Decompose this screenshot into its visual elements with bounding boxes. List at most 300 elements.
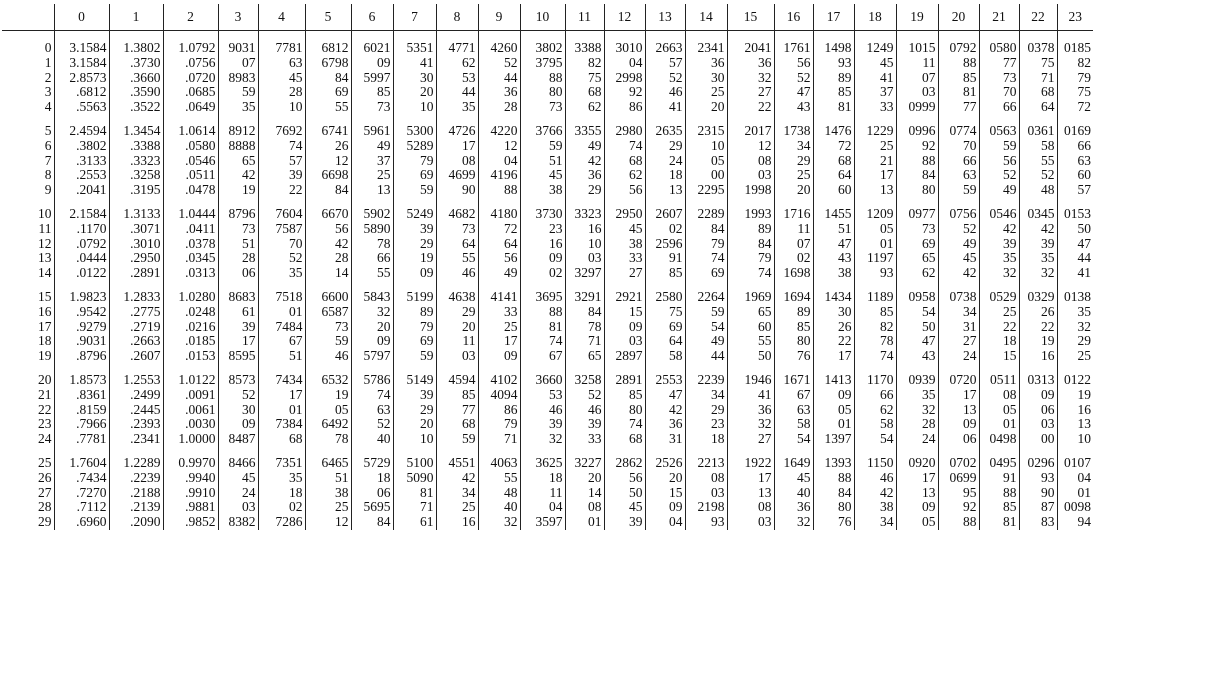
table-cell: 25 [979, 305, 1019, 320]
table-cell: 3695 [520, 290, 565, 305]
table-cell: 0529 [979, 290, 1019, 305]
table-cell: 3.1584 [54, 41, 109, 56]
table-row [2, 207, 1093, 222]
table-cell: 5902 [351, 207, 393, 222]
table-cell: 74 [604, 139, 645, 154]
table-cell: 01 [979, 417, 1019, 432]
table-cell: 85 [604, 388, 645, 403]
spacer-cell [520, 364, 565, 373]
table-cell: 71 [393, 500, 436, 515]
row-spacer [2, 198, 1093, 207]
table-cell: .0061 [163, 403, 218, 418]
table-row [2, 154, 1093, 169]
table-cell: 64 [645, 334, 685, 349]
table-cell: .7966 [54, 417, 109, 432]
spacer-cell [109, 281, 163, 290]
table-cell: 5797 [351, 349, 393, 364]
table-cell: 78 [854, 334, 896, 349]
spacer-cell [2, 198, 54, 207]
table-cell: 8888 [218, 139, 258, 154]
table-cell: 16 [520, 237, 565, 252]
table-cell: 2239 [685, 373, 727, 388]
table-cell: 82 [565, 56, 604, 71]
spacer-cell [478, 31, 520, 42]
table-cell: 1.0444 [163, 207, 218, 222]
table-cell: 53 [520, 388, 565, 403]
table-cell: 32 [1019, 266, 1057, 281]
row-label: 22 [38, 402, 52, 417]
table-row [2, 486, 1093, 501]
table-cell: 0107 [1057, 456, 1093, 471]
spacer-cell [54, 281, 109, 290]
table-cell: 59 [979, 139, 1019, 154]
row-label: 13 [38, 251, 52, 266]
table-cell: 52 [1019, 168, 1057, 183]
table-cell: 42 [218, 168, 258, 183]
table-cell: 03 [727, 515, 774, 530]
row-spacer [2, 31, 1093, 42]
table-cell: 82 [854, 320, 896, 335]
table-cell: 45 [938, 251, 979, 266]
table-cell: 51 [305, 471, 351, 486]
table-cell: 02 [645, 222, 685, 237]
table-cell: 03 [727, 168, 774, 183]
table-cell: 1716 [774, 207, 813, 222]
table-cell: 1.3454 [109, 124, 163, 139]
table-cell: 73 [218, 222, 258, 237]
spacer-cell [979, 364, 1019, 373]
table-cell: 66 [1057, 139, 1093, 154]
table-cell: 39 [393, 388, 436, 403]
table-row [2, 349, 1093, 364]
row-label: 20 [38, 372, 52, 387]
column-header: 9 [478, 4, 520, 31]
table-cell: 20 [774, 183, 813, 198]
spacer-cell [565, 115, 604, 124]
spacer-cell [163, 198, 218, 207]
table-cell: 08 [565, 500, 604, 515]
table-cell: 5149 [393, 373, 436, 388]
column-header: 4 [258, 4, 305, 31]
table-cell: 61 [218, 305, 258, 320]
spacer-cell [109, 364, 163, 373]
table-cell: 0296 [1019, 456, 1057, 471]
table-cell: 32 [727, 71, 774, 86]
table-cell: .0153 [163, 349, 218, 364]
table-cell: .7112 [54, 500, 109, 515]
table-cell: 1397 [813, 432, 854, 447]
table-cell: 29 [393, 403, 436, 418]
table-cell: 2663 [645, 41, 685, 56]
table-cell: 0699 [938, 471, 979, 486]
table-cell: 17 [727, 471, 774, 486]
table-cell: .9542 [54, 305, 109, 320]
table-cell: 27 [727, 432, 774, 447]
table-cell: .3258 [109, 168, 163, 183]
table-cell: 16 [1019, 349, 1057, 364]
table-cell: 4551 [436, 456, 478, 471]
spacer-cell [478, 281, 520, 290]
spacer-cell [813, 364, 854, 373]
table-cell: .0720 [163, 71, 218, 86]
spacer-cell [1057, 31, 1093, 42]
table-cell: 04 [645, 515, 685, 530]
table-cell: 7692 [258, 124, 305, 139]
spacer-cell [305, 364, 351, 373]
table-cell: 28 [305, 251, 351, 266]
table-cell: 54 [854, 432, 896, 447]
table-cell: 79 [727, 251, 774, 266]
table-cell: .0248 [163, 305, 218, 320]
table-cell: .3590 [109, 85, 163, 100]
table-cell: 46 [645, 85, 685, 100]
table-cell: 37 [351, 154, 393, 169]
table-cell: 52 [565, 388, 604, 403]
table-cell: 15 [604, 305, 645, 320]
column-header: 12 [604, 4, 645, 31]
table-cell: 73 [979, 71, 1019, 86]
table-cell: 42 [645, 403, 685, 418]
table-cell: 1170 [854, 373, 896, 388]
table-cell: 1015 [896, 41, 938, 56]
table-cell: 51 [258, 349, 305, 364]
table-cell: 36 [774, 500, 813, 515]
spacer-cell [645, 364, 685, 373]
table-cell: 1413 [813, 373, 854, 388]
table-cell: .2139 [109, 500, 163, 515]
table-cell: 93 [813, 56, 854, 71]
table-cell: 85 [351, 85, 393, 100]
table-cell: 39 [979, 237, 1019, 252]
table-cell: 52 [938, 222, 979, 237]
row-label: 21 [38, 387, 52, 402]
table-cell: 31 [645, 432, 685, 447]
table-cell: 4141 [478, 290, 520, 305]
table-cell: 22 [979, 320, 1019, 335]
table-cell: 1993 [727, 207, 774, 222]
table-cell: 79 [1057, 71, 1093, 86]
table-cell: .2393 [109, 417, 163, 432]
table-cell: 18 [520, 471, 565, 486]
spacer-cell [813, 281, 854, 290]
table-cell: 58 [1019, 139, 1057, 154]
table-cell: 42 [436, 471, 478, 486]
table-cell: 3625 [520, 456, 565, 471]
table-cell: 2635 [645, 124, 685, 139]
table-cell: 9031 [218, 41, 258, 56]
table-cell: 47 [896, 334, 938, 349]
table-cell: 10 [1057, 432, 1093, 447]
table-cell: 54 [774, 432, 813, 447]
table-cell: 2921 [604, 290, 645, 305]
row-spacer [2, 281, 1093, 290]
table-cell: 65 [218, 154, 258, 169]
table-cell: 4063 [478, 456, 520, 471]
table-cell: 0999 [896, 100, 938, 115]
table-cell: 08 [979, 388, 1019, 403]
table-cell: 42 [565, 154, 604, 169]
table-cell: 78 [351, 237, 393, 252]
table-cell: 2980 [604, 124, 645, 139]
table-cell: 8683 [218, 290, 258, 305]
table-cell: 66 [979, 100, 1019, 115]
table-cell: 7286 [258, 515, 305, 530]
table-cell: 14 [305, 266, 351, 281]
table-cell: 15 [979, 349, 1019, 364]
spacer-cell [854, 447, 896, 456]
column-header: 13 [645, 4, 685, 31]
table-cell: 2198 [685, 500, 727, 515]
table-cell: 92 [938, 500, 979, 515]
table-cell: 5249 [393, 207, 436, 222]
table-row [2, 251, 1093, 266]
spacer-cell [163, 447, 218, 456]
table-cell: 94 [1057, 515, 1093, 530]
table-cell: 0098 [1057, 500, 1093, 515]
table-cell: 6465 [305, 456, 351, 471]
table-cell: 86 [604, 100, 645, 115]
table-cell: 18 [685, 432, 727, 447]
spacer-cell [305, 115, 351, 124]
table-cell: 3.1584 [54, 56, 109, 71]
table-cell: 44 [436, 85, 478, 100]
table-cell: 55 [351, 266, 393, 281]
table-cell: 47 [1057, 237, 1093, 252]
table-cell: 18 [645, 168, 685, 183]
table-cell: 09 [1019, 388, 1057, 403]
table-cell: 11 [774, 222, 813, 237]
table-cell: 7484 [258, 320, 305, 335]
column-header: 11 [565, 4, 604, 31]
table-cell: 11 [896, 56, 938, 71]
table-cell: 52 [478, 56, 520, 71]
spacer-cell [685, 31, 727, 42]
table-cell: 56 [305, 222, 351, 237]
spacer-cell [774, 115, 813, 124]
table-cell: 66 [854, 388, 896, 403]
table-cell: 75 [565, 71, 604, 86]
table-cell: 29 [685, 403, 727, 418]
table-cell: .9279 [54, 320, 109, 335]
table-cell: 6698 [305, 168, 351, 183]
table-cell: 02 [774, 251, 813, 266]
table-row [2, 515, 1093, 530]
table-cell: 35 [979, 251, 1019, 266]
table-cell: 1209 [854, 207, 896, 222]
table-cell: 19 [1057, 388, 1093, 403]
table-cell: 0313 [1019, 373, 1057, 388]
spacer-cell [938, 281, 979, 290]
spacer-cell [2, 115, 54, 124]
table-cell: 22 [1019, 320, 1057, 335]
table-cell: 34 [938, 305, 979, 320]
column-header: 14 [685, 4, 727, 31]
table-cell: 52 [258, 251, 305, 266]
table-cell: 72 [478, 222, 520, 237]
table-cell: 42 [979, 222, 1019, 237]
table-cell: 10 [258, 100, 305, 115]
table-cell: 49 [979, 183, 1019, 198]
table-cell: 7434 [258, 373, 305, 388]
table-cell: 2526 [645, 456, 685, 471]
spacer-cell [774, 31, 813, 42]
table-cell: 5997 [351, 71, 393, 86]
table-cell: 01 [813, 417, 854, 432]
table-cell: 1.7604 [54, 456, 109, 471]
spacer-cell [218, 281, 258, 290]
column-header-row [2, 4, 1093, 31]
table-cell: 35 [896, 388, 938, 403]
table-cell: 08 [727, 500, 774, 515]
table-cell: 73 [520, 100, 565, 115]
table-cell: 4594 [436, 373, 478, 388]
table-cell: 08 [727, 154, 774, 169]
table-cell: 09 [218, 417, 258, 432]
table-cell: 25 [774, 168, 813, 183]
table-cell: 1.0280 [163, 290, 218, 305]
spacer-cell [351, 198, 393, 207]
table-cell: 62 [604, 168, 645, 183]
table-cell: 0580 [979, 41, 1019, 56]
table-cell: 18 [351, 471, 393, 486]
row-label: 25 [38, 455, 52, 470]
table-cell: 6812 [305, 41, 351, 56]
table-cell: 24 [938, 349, 979, 364]
table-cell: .2950 [109, 251, 163, 266]
table-cell: 80 [896, 183, 938, 198]
table-cell: 54 [896, 305, 938, 320]
table-cell: 1.3133 [109, 207, 163, 222]
spacer-cell [163, 115, 218, 124]
table-cell: 80 [813, 500, 854, 515]
table-cell: 29 [774, 154, 813, 169]
table-cell: 46 [436, 266, 478, 281]
table-cell: 0546 [979, 207, 1019, 222]
table-cell: .0122 [54, 266, 109, 281]
table-cell: 31 [938, 320, 979, 335]
table-cell: 05 [305, 403, 351, 418]
table-cell: 3388 [565, 41, 604, 56]
table-cell: 4094 [478, 388, 520, 403]
table-cell: 64 [1019, 100, 1057, 115]
table-cell: 32 [478, 515, 520, 530]
table-cell: 63 [938, 168, 979, 183]
spacer-cell [1019, 447, 1057, 456]
table-cell: .3010 [109, 237, 163, 252]
table-cell: .3323 [109, 154, 163, 169]
table-cell: 06 [218, 266, 258, 281]
table-cell: 68 [436, 417, 478, 432]
table-cell: 41 [727, 388, 774, 403]
table-cell: .9881 [163, 500, 218, 515]
table-cell: 22 [258, 183, 305, 198]
table-cell: 69 [305, 85, 351, 100]
table-cell: 09 [351, 334, 393, 349]
spacer-cell [727, 447, 774, 456]
table-cell: 1455 [813, 207, 854, 222]
table-cell: .0313 [163, 266, 218, 281]
table-cell: 1.0122 [163, 373, 218, 388]
table-cell: 75 [1057, 85, 1093, 100]
table-cell: 74 [685, 251, 727, 266]
spacer-cell [896, 31, 938, 42]
column-header: 3 [218, 4, 258, 31]
table-cell: 7587 [258, 222, 305, 237]
table-cell: 6492 [305, 417, 351, 432]
table-cell: 17 [896, 471, 938, 486]
spacer-cell [604, 447, 645, 456]
table-cell: 59 [938, 183, 979, 198]
spacer-cell [854, 281, 896, 290]
table-cell: 56 [979, 154, 1019, 169]
table-cell: 1698 [774, 266, 813, 281]
spacer-cell [938, 198, 979, 207]
table-cell: 88 [896, 154, 938, 169]
column-header: 23 [1057, 4, 1093, 31]
table-cell: 78 [565, 320, 604, 335]
table-cell: 82 [1057, 56, 1093, 71]
table-cell: 5729 [351, 456, 393, 471]
column-header: 16 [774, 4, 813, 31]
table-cell: 4220 [478, 124, 520, 139]
table-cell: 03 [896, 85, 938, 100]
table-cell: 27 [727, 85, 774, 100]
row-label: 8 [44, 168, 52, 183]
table-cell: 80 [774, 334, 813, 349]
table-cell: 2580 [645, 290, 685, 305]
table-cell: .7434 [54, 471, 109, 486]
table-cell: 0958 [896, 290, 938, 305]
table-cell: 3730 [520, 207, 565, 222]
table-cell: 62 [854, 403, 896, 418]
table-cell: 1197 [854, 251, 896, 266]
table-cell: 54 [685, 320, 727, 335]
table-cell: 1.2289 [109, 456, 163, 471]
table-row [2, 168, 1093, 183]
table-cell: 35 [258, 266, 305, 281]
table-cell: 4771 [436, 41, 478, 56]
table-cell: 52 [645, 71, 685, 86]
table-cell: 68 [813, 154, 854, 169]
table-cell: 66 [351, 251, 393, 266]
table-cell: .9852 [163, 515, 218, 530]
spacer-cell [2, 447, 54, 456]
spacer-cell [727, 115, 774, 124]
table-cell: 59 [305, 334, 351, 349]
spacer-cell [1019, 31, 1057, 42]
table-cell: 89 [727, 222, 774, 237]
spacer-cell [896, 198, 938, 207]
spacer-cell [520, 31, 565, 42]
spacer-cell [645, 198, 685, 207]
spacer-cell [218, 447, 258, 456]
table-cell: 30 [813, 305, 854, 320]
spacer-cell [54, 447, 109, 456]
table-cell: 05 [896, 515, 938, 530]
table-cell: 6670 [305, 207, 351, 222]
table-cell: 0138 [1057, 290, 1093, 305]
table-cell: 39 [565, 417, 604, 432]
spacer-cell [351, 364, 393, 373]
table-cell: 49 [685, 334, 727, 349]
table-cell: 13 [938, 403, 979, 418]
table-cell: 2607 [645, 207, 685, 222]
spacer-cell [258, 281, 305, 290]
table-cell: 1649 [774, 456, 813, 471]
table-cell: 10 [685, 139, 727, 154]
table-cell: 63 [774, 403, 813, 418]
table-cell: 32 [979, 266, 1019, 281]
